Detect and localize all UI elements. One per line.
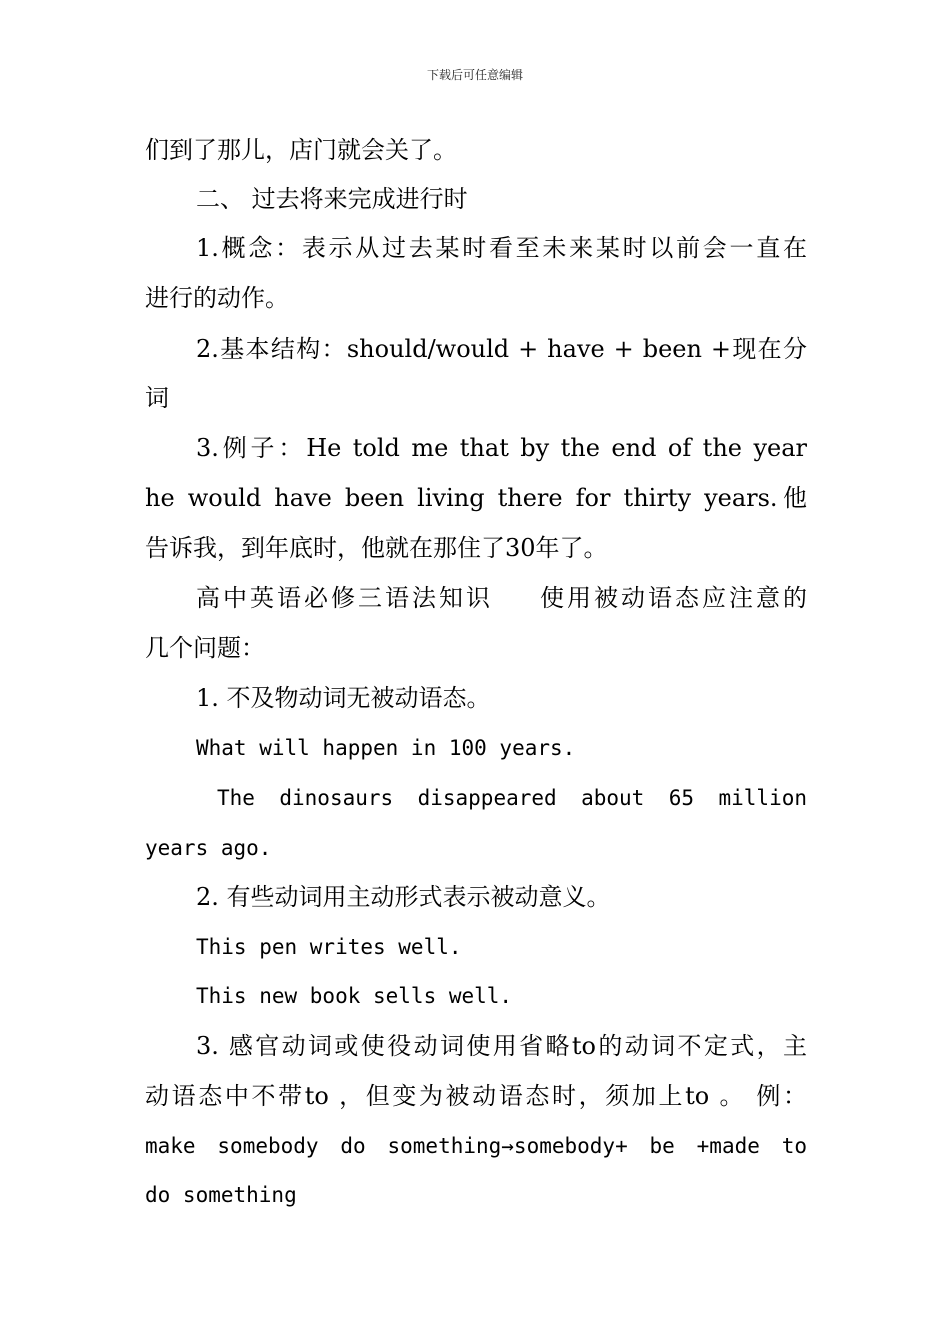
example-sentence: The dinosaurs disappeared about 65 million bbox=[217, 786, 807, 810]
text-line: 几个问题： bbox=[145, 634, 265, 662]
text-line: 3.例子：He told me that by the end of the year bbox=[196, 434, 807, 462]
section-heading: 二、 过去将来完成进行时 bbox=[196, 185, 468, 213]
example-sentence: This pen writes well. bbox=[196, 935, 462, 959]
text-line: 告诉我，到年底时，他就在那住了30年了。 bbox=[145, 534, 608, 562]
page-header: 下载后可任意编辑 bbox=[426, 68, 523, 82]
example-sentence: do something bbox=[145, 1183, 297, 1207]
example-sentence: This new book sells well. bbox=[196, 984, 513, 1008]
text-line: 词 bbox=[145, 384, 169, 412]
example-sentence: What will happen in 100 years. bbox=[196, 736, 576, 760]
text-line: 动语态中不带to ，但变为被动语态时，须加上to 。 例： bbox=[145, 1082, 807, 1110]
text-segment: 使用被动语态应注意的 bbox=[537, 584, 807, 612]
list-item-heading: 2. 有些动词用主动形式表示被动意义。 bbox=[196, 883, 611, 911]
example-sentence: years ago. bbox=[145, 836, 272, 860]
example-sentence: make somebody do something→somebody+ be +made to bbox=[145, 1134, 807, 1158]
text-line bbox=[196, 583, 807, 613]
list-item-heading: 1. 不及物动词无被动语态。 bbox=[196, 684, 491, 712]
list-item-heading: 3. 感官动词或使役动词使用省略to的动词不定式，主 bbox=[196, 1032, 807, 1060]
text-line: he would have been living there for thirty years.他 bbox=[145, 484, 807, 512]
text-line: 1.概念：表示从过去某时看至未来某时以前会一直在 bbox=[196, 234, 807, 262]
text-line: 进行的动作。 bbox=[145, 284, 289, 312]
text-segment: 高中英语必修三语法知识 bbox=[196, 584, 493, 612]
text-line: 2.基本结构：should/would + have + been +现在分 bbox=[196, 335, 807, 363]
text-line: 们到了那儿，店门就会关了。 bbox=[145, 136, 457, 164]
